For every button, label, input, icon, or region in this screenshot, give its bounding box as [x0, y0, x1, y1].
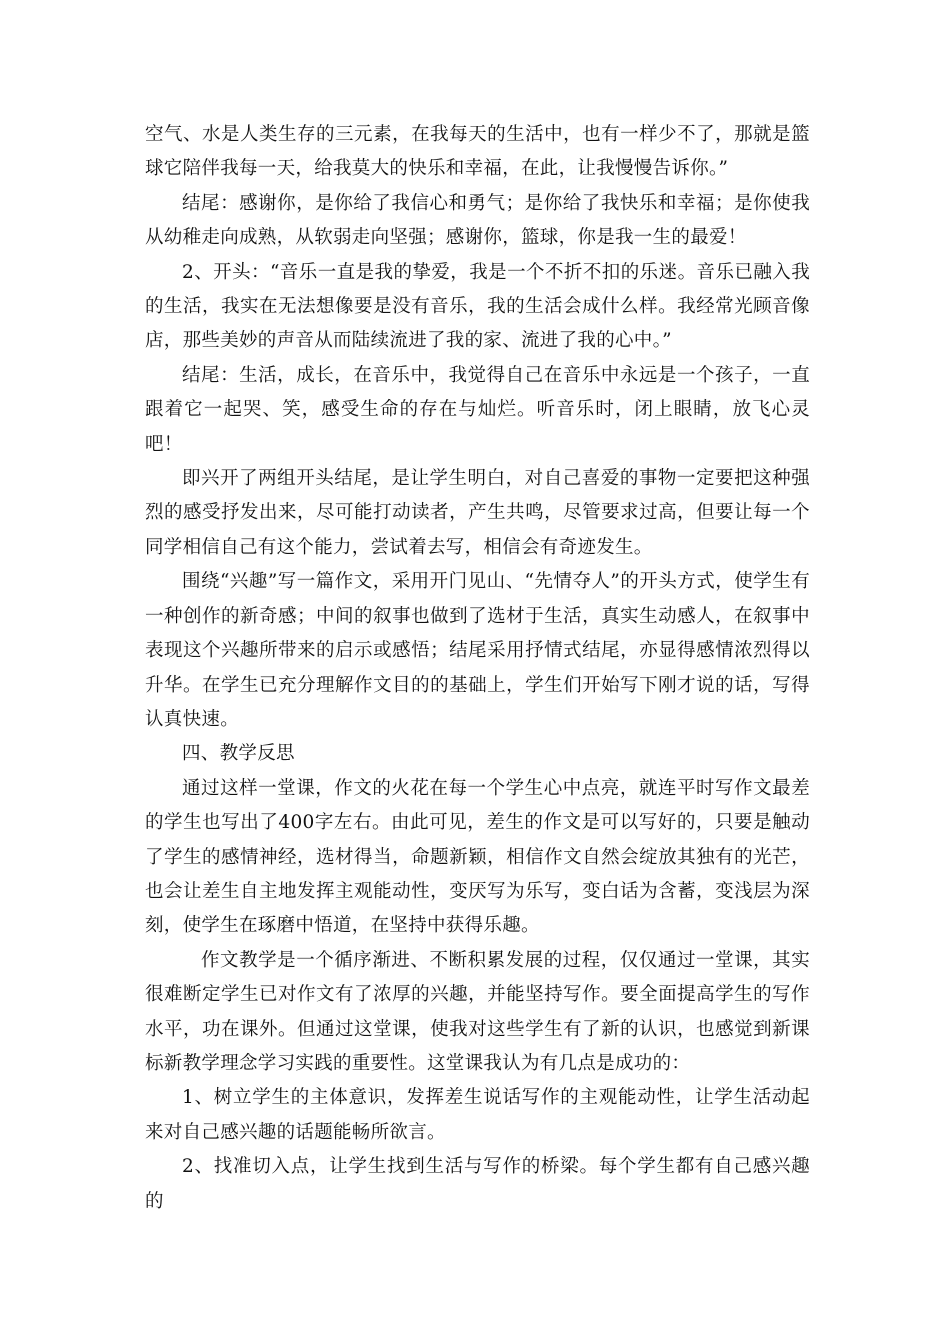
paragraph-success-point-1: 1、树立学生的主体意识，发挥差生说话写作的主观能动性，让学生活动起来对自己感兴趣的话题能畅所欲言。: [145, 1087, 810, 1143]
paragraph-basketball-ending: 结尾：感谢你，是你给了我信心和勇气；是你给了我快乐和幸福；是你使我从幼稚走向成熟，从软弱走向坚强；感谢你，篮球，你是我一生的最爱！: [145, 192, 810, 249]
paragraph-music-opening: 2、开头：“音乐一直是我的挚爱，我是一个不折不扣的乐迷。音乐已融入我的生活，我实在无法想像要是没有音乐，我的生活会成什么样。我经常光顾音像店，那些美妙的声音从而陆续流进了我的家、流进了我的心中。”: [145, 261, 810, 352]
paragraph-music-ending: 结尾：生活，成长，在音乐中，我觉得自己在音乐中永远是一个孩子，一直跟着它一起哭、笑，感受生命的存在与灿烂。听音乐时，闭上眼睛，放飞心灵吧！: [145, 364, 810, 455]
paragraph-success-point-2: 2、找准切入点，让学生找到生活与写作的桥梁。每个学生都有自己感兴趣的: [145, 1156, 810, 1212]
paragraph-impromptu-explanation: 即兴开了两组开头结尾，是让学生明白，对自己喜爱的事物一定要把这种强烈的感受抒发出来，尽可能打动读者，产生共鸣，尽管要求过高，但要让每一个同学相信自己有这个能力，尝试着去写，相信会有奇迹发生。: [145, 468, 810, 558]
document-body: [145, 118, 810, 1219]
paragraph-reflection-process: 作文教学是一个循序渐进、不断积累发展的过程，仅仅通过一堂课，其实很难断定学生已对作文有了浓厚的兴趣，并能坚持写作。要全面提高学生的写作水平，功在课外。但通过这堂课，使我对这些学生有了新的认识，也感觉到新课标新教学理念学习实践的重要性。这堂课我认为有几点是成功的：: [145, 949, 810, 1074]
section-heading-teaching-reflection: 四、教学反思: [182, 743, 295, 765]
paragraph-reflection-intro: 通过这样一堂课，作文的火花在每一个学生心中点亮，就连平时写作文最差的学生也写出了400字左右。由此可见，差生的作文是可以写好的，只要是触动了学生的感情神经，选材得当，命题新颖，相信作文自然会绽放其独有的光芒，也会让差生自主地发挥主观能动性，变厌写为乐写，变白话为含蓄，变浅层为深刻，使学生在琢磨中悟道，在坚持中获得乐趣。: [145, 777, 810, 937]
paragraph-basketball-opening-end: 空气、水是人类生存的三元素，在我每天的生活中，也有一样少不了，那就是篮球它陪伴我每一天，给我莫大的快乐和幸福，在此，让我慢慢告诉你。”: [145, 124, 810, 180]
paragraph-interest-essay: 围绕“兴趣”写一篇作文，采用开门见山、“先情夺人”的开头方式，使学生有一种创作的新奇感；中间的叙事也做到了选材于生活，真实生动感人，在叙事中表现这个兴趣所带来的启示或感悟；结尾采用抒情式结尾，亦显得感情浓烈得以升华。在学生已充分理解作文目的的基础上，学生们开始写下刚才说的话，写得认真快速。: [145, 571, 810, 730]
